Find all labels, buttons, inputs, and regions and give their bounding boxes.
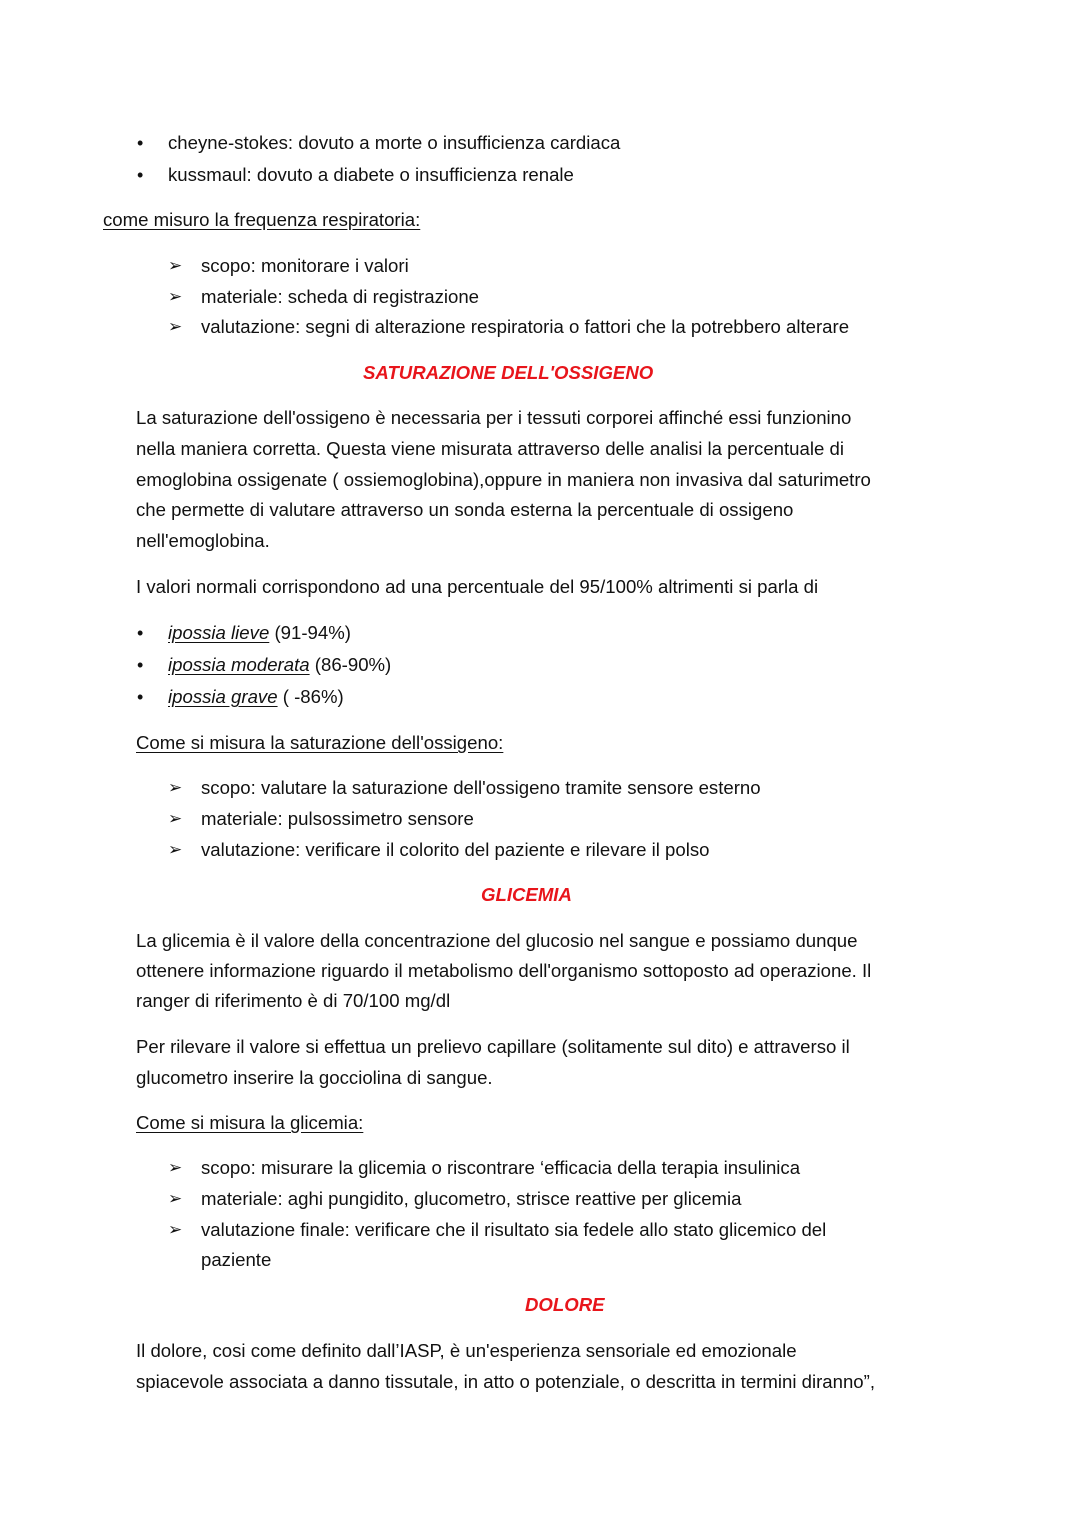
list-item: materiale: pulsossimetro sensore: [201, 808, 474, 829]
paragraph-line: La glicemia è il valore della concentrazione del glucosio nel sangue e possiamo dunque: [136, 930, 858, 951]
range: (91-94%): [274, 622, 351, 643]
section-title: GLICEMIA: [481, 884, 572, 905]
paragraph-line: glucometro inserire la gocciolina di sangue.: [136, 1067, 493, 1088]
list-item: [168, 621, 351, 645]
arrow-bullet-icon: ➢: [168, 840, 183, 859]
term: ipossia moderata: [168, 654, 310, 675]
paragraph-line: Il dolore, cosi come definito dall’IASP, è un'esperienza sensoriale ed emozionale: [136, 1340, 797, 1361]
section-heading: Come si misura la glicemia:: [136, 1112, 364, 1133]
paragraph-line: La saturazione dell'ossigeno è necessaria per i tessuti corporei affinché essi funzionino: [136, 407, 852, 428]
arrow-bullet-icon: ➢: [168, 778, 183, 797]
arrow-bullet-icon: ➢: [168, 809, 183, 828]
range: ( -86%): [282, 686, 344, 707]
arrow-bullet-icon: ➢: [168, 1189, 183, 1208]
paragraph-line: che permette di valutare attraverso un sonda esterna la percentuale di ossigeno: [136, 499, 794, 520]
bullet-icon: •: [137, 655, 144, 675]
list-item: materiale: scheda di registrazione: [201, 286, 480, 307]
list-item-continuation: paziente: [201, 1249, 272, 1270]
bullet-icon: •: [137, 687, 144, 707]
arrow-bullet-icon: ➢: [168, 1158, 183, 1177]
paragraph-line: spiacevole associata a danno tissutale, in atto o potenziale, o descritta in termini diranno”,: [136, 1371, 876, 1392]
arrow-bullet-icon: ➢: [168, 287, 183, 306]
section-title: DOLORE: [525, 1294, 605, 1315]
paragraph-line: emoglobina ossigenate ( ossiemoglobina),oppure in maniera non invasiva dal saturimetro: [136, 469, 871, 490]
arrow-bullet-icon: ➢: [168, 317, 183, 336]
paragraph-line: Per rilevare il valore si effettua un prelievo capillare (solitamente sul dito) e attraverso il: [136, 1036, 850, 1057]
term: ipossia grave: [168, 686, 278, 707]
section-title: SATURAZIONE DELL'OSSIGENO: [363, 362, 654, 383]
list-item: valutazione finale: verificare che il risultato sia fedele allo stato glicemico del: [201, 1219, 827, 1240]
list-item: [168, 653, 391, 677]
bullet-icon: •: [137, 133, 144, 153]
list-item: kussmaul: dovuto a diabete o insufficienza renale: [168, 164, 574, 185]
list-item: valutazione: verificare il colorito del paziente e rilevare il polso: [201, 839, 710, 860]
paragraph-line: ranger di riferimento è di 70/100 mg/dl: [136, 990, 451, 1011]
bullet-icon: •: [137, 165, 144, 185]
paragraph-line: I valori normali corrispondono ad una percentuale del 95/100% altrimenti si parla di: [136, 576, 819, 597]
paragraph-line: ottenere informazione riguardo il metabolismo dell'organismo sottoposto ad operazione. Il: [136, 960, 872, 981]
list-item: [168, 685, 344, 709]
arrow-bullet-icon: ➢: [168, 1220, 183, 1239]
term: ipossia lieve: [168, 622, 270, 643]
section-heading: come misuro la frequenza respiratoria:: [103, 209, 421, 230]
range: (86-90%): [314, 654, 392, 675]
list-item: materiale: aghi pungidito, glucometro, strisce reattive per glicemia: [201, 1188, 742, 1209]
bullet-icon: •: [137, 623, 144, 643]
arrow-bullet-icon: ➢: [168, 256, 183, 275]
list-item: scopo: valutare la saturazione dell'ossigeno tramite sensore esterno: [201, 777, 761, 798]
paragraph-line: nella maniera corretta. Questa viene misurata attraverso delle analisi la percentuale di: [136, 438, 844, 459]
list-item: cheyne-stokes: dovuto a morte o insufficienza cardiaca: [168, 132, 621, 153]
list-item: scopo: monitorare i valori: [201, 255, 409, 276]
list-item: scopo: misurare la glicemia o riscontrare ‘efficacia della terapia insulinica: [201, 1157, 801, 1178]
list-item: valutazione: segni di alterazione respiratoria o fattori che la potrebbero alterare: [201, 316, 850, 337]
paragraph-line: nell'emoglobina.: [136, 530, 270, 551]
section-heading: Come si misura la saturazione dell'ossigeno:: [136, 732, 504, 753]
